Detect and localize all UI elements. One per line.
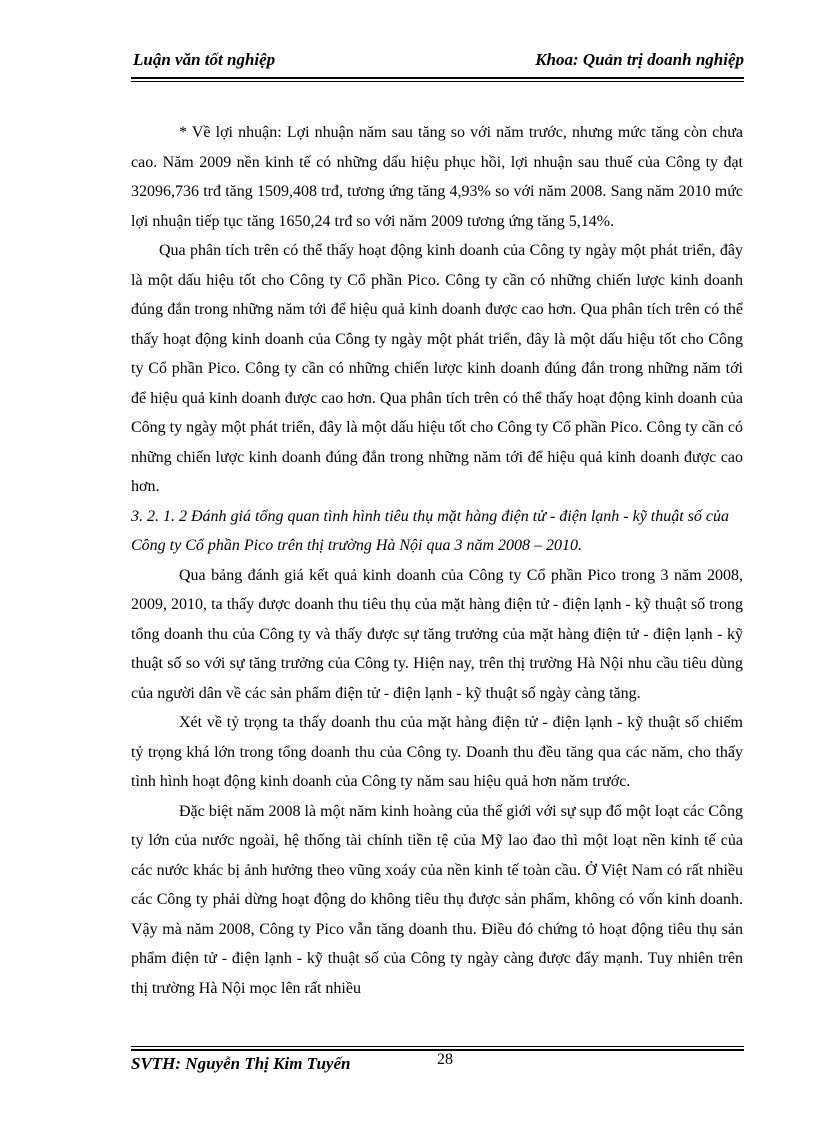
paragraph-proportion: Xét về tỷ trọng ta thấy doanh thu của mặt hàng điện tử - điện lạnh - kỹ thuật số chiếm tỷ trọng khá lớn trong tổng doanh thu của Công ty. Doanh thu đều tăng qua các năm, cho thấy tình hình hoạt động kinh doanh của Công ty năm sau hiệu quả hơn năm trước.: [131, 714, 743, 790]
paragraph-2008-crisis: Đặc biệt năm 2008 là một năm kinh hoàng của thế giới với sự sụp đổ một loạt các Công ty lớn của nước ngoài, hệ thống tài chính tiền tệ của Mỹ lao đao thì một loạt nền kinh tế của các nước khác bị ảnh hưởng theo vũng xoáy của nền kinh tế toàn cầu. Ở Việt Nam có rất nhiều các Công ty phải dừng hoạt động do không tiêu thụ được sản phẩm, không có vốn kinh doanh. Vậy mà năm 2008, Công ty Pico vẫn tăng doanh thu. Điều đó chứng tỏ hoạt động tiêu thụ sản phẩm điện tử - điện lạnh - kỹ thuật số của Công ty ngày càng được đẩy mạnh. Tuy nhiên trên thị trường Hà Nội mọc lên rất nhiều: [131, 802, 743, 997]
header-divider-thin: [131, 81, 744, 82]
footer-author: SVTH: Nguyễn Thị Kim Tuyến: [131, 1054, 351, 1073]
page-number: 28: [437, 1051, 453, 1068]
paragraph-results-table: Qua bảng đánh giá kết quả kinh doanh của Công ty Cổ phần Pico trong 3 năm 2008, 2009, 2010, ta thấy được doanh thu tiêu thụ của mặt hàng điện tử - điện lạnh - kỹ thuật số trong tổng doanh thu của Công ty và thấy được sự tăng trưởng của mặt hàng điện tử - điện lạnh - kỹ thuật số so với sự tăng trưởng của Công ty. Hiện nay, trên thị trường Hà Nội nhu cầu tiêu dùng của người dân về các sản phẩm điện tử - điện lạnh - kỹ thuật số ngày càng tăng.: [131, 566, 743, 702]
header-faculty-label: Khoa: Quản trị doanh nghiệp: [535, 50, 744, 69]
footer-divider-thin: [131, 1046, 744, 1047]
paragraph-profit: * Về lợi nhuận: Lợi nhuận năm sau tăng so với năm trước, nhưng mức tăng còn chưa cao. Năm 2009 nền kinh tế có những dấu hiệu phục hồi, lợi nhuận sau thuế của Công ty đạt 32096,736 trđ tăng 1509,408 trđ, tương ứng tăng 4,93% so với năm 2008. Sang năm 2010 mức lợi nhuận tiếp tục tăng 1650,24 trđ so với năm 2009 tương ứng tăng 5,14%.: [131, 124, 743, 230]
header-divider: [131, 77, 744, 79]
header-thesis-label: Luận văn tốt nghiệp: [133, 50, 276, 69]
section-heading: 3. 2. 1. 2 Đánh giá tổng quan tình hình tiêu thụ mặt hàng điện tử - điện lạnh - kỹ thuật số của Công ty Cổ phần Pico trên thị trường Hà Nội qua 3 năm 2008 – 2010.: [131, 507, 730, 554]
page-body: [131, 118, 743, 1003]
paragraph-analysis: Qua phân tích trên có thể thấy hoạt động kinh doanh của Công ty ngày một phát triển, đây là một dấu hiệu tốt cho Công ty Cổ phần Pico. Công ty cần có những chiến lược kinh doanh đúng đắn trong những năm tới để hiệu quả kinh doanh được cao hơn. Qua phân tích trên có thể thấy hoạt động kinh doanh của Công ty ngày một phát triển, đây là một dấu hiệu tốt cho Công ty Cổ phần Pico. Công ty cần có những chiến lược kinh doanh đúng đắn trong những năm tới để hiệu quả kinh doanh được cao hơn. Qua phân tích trên có thể thấy hoạt động kinh doanh của Công ty ngày một phát triển, đây là một dấu hiệu tốt cho Công ty Cổ phần Pico. Công ty cần có những chiến lược kinh doanh đúng đắn trong những năm tới để hiệu quả kinh doanh được cao hơn.: [131, 242, 743, 495]
page-header: [131, 50, 744, 76]
